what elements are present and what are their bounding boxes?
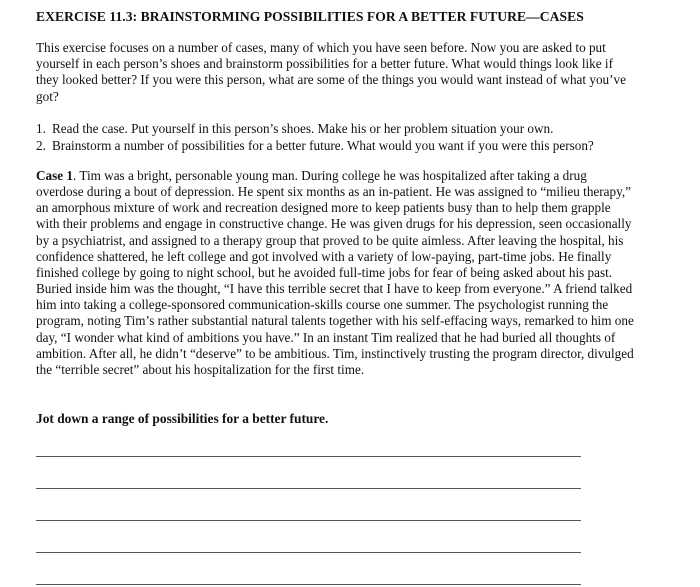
answer-line[interactable]	[36, 488, 581, 489]
case-text: . Tim was a bright, personable young man. During college he was hospitalized after taking a drug overdose during a bout of depression. He spent six months as an in-patient. He was assigned to “milieu therapy,” an amorphous mixture of work and recreation designed more to keep patients busy than to help them grapple with their problems and engage in constructive change. He was given drugs for his depression, seen occasionally by a psychiatrist, and assigned to a therapy group that proved to be quite aimless. After leaving the hospital, his confidence shattered, he left college and got involved with a variety of low-paying, part-time jobs. He finally finished college by going to night school, but he avoided full-time jobs for fear of being asked about his past. Buried inside him was the thought, “I have this terrible secret that I have to keep from everyone.” A friend talked him into taking a college-sponsored communication-skills course one summer. The psychologist running the program, noting Tim’s rather substantial natural talents together with his self-effacing ways, remarked to him one day, “I wonder what kind of ambitions you have.” In an instant Tim realized that he had buried all thoughts of ambition. After all, he didn’t “deserve” to be ambitious. Tim, instinctively trusting the program director, divulged the “terrible secret” about his hospitalization for the first time.	[36, 168, 634, 377]
instruction-text: Brainstorm a number of possibilities for a better future. What would you want if you were this person?	[52, 137, 594, 153]
case-paragraph	[36, 168, 634, 378]
answer-line[interactable]	[36, 520, 581, 521]
answer-line[interactable]	[36, 584, 581, 585]
answer-line[interactable]	[36, 456, 581, 457]
instruction-item	[36, 121, 666, 138]
answer-line[interactable]	[36, 552, 581, 553]
instruction-text: Read the case. Put yourself in this person’s shoes. Make his or her problem situation your own.	[52, 121, 554, 136]
case-label: Case 1	[36, 168, 73, 183]
instruction-number: 1.	[36, 121, 46, 136]
prompt-heading: Jot down a range of possibilities for a better future.	[36, 411, 329, 426]
instruction-list	[36, 121, 666, 154]
intro-paragraph: This exercise focuses on a number of cases, many of which you have seen before. Now you are asked to put yourself in each person’s shoes and brainstorm possibilities for a better future. What would things look like if they looked better? If you were this person, what are some of the things you would want instead of what you’ve got?	[36, 40, 626, 104]
exercise-title: EXERCISE 11.3: BRAINSTORMING POSSIBILITIES FOR A BETTER FUTURE—CASES	[36, 9, 584, 24]
instruction-item	[36, 138, 666, 155]
instruction-number: 2.	[36, 137, 46, 153]
